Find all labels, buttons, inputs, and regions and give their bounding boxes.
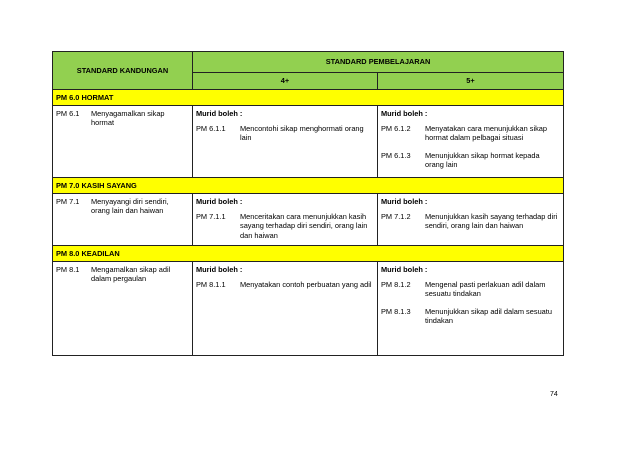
content-standard-text: Menyagamalkan sikap hormat	[91, 109, 165, 128]
header-level-5: 5+	[378, 73, 564, 90]
learning-standard-text: Menunjukkan sikap adil dalam sesuatu tindakan	[425, 306, 552, 325]
learning-standard-text: Menunjukkan sikap hormat kepada orang lain	[425, 150, 540, 169]
murid-boleh-label: Murid boleh :	[381, 265, 428, 274]
learning-standard-4-cell	[193, 106, 378, 178]
learning-standard-text: Menyatakan cara menunjukkan sikap hormat dalam pelbagai situasi	[425, 124, 548, 143]
learning-standard-code: PM 6.1.1	[196, 124, 226, 134]
learning-standard-entry	[381, 151, 560, 169]
learning-standard-4-cell	[193, 194, 378, 246]
section-title: PM 6.0 HORMAT	[53, 90, 564, 106]
content-standard-code: PM 7.1	[56, 197, 80, 206]
learning-standard-code: PM 6.1.2	[381, 124, 411, 134]
learning-standard-5-cell	[378, 262, 564, 356]
content-standard-code: PM 6.1	[56, 109, 80, 118]
learning-standard-entry	[196, 124, 374, 142]
learning-standard-text: Menyatakan contoh perbuatan yang adil	[240, 280, 372, 290]
section-title: PM 7.0 KASIH SAYANG	[53, 178, 564, 194]
content-standard-code: PM 8.1	[56, 265, 80, 274]
murid-boleh-label: Murid boleh :	[381, 197, 428, 206]
header-standard-kandungan: STANDARD KANDUNGAN	[53, 52, 193, 90]
header-standard-pembelajaran: STANDARD PEMBELAJARAN	[193, 52, 564, 73]
learning-standard-entry	[196, 212, 374, 240]
murid-boleh-label: Murid boleh :	[196, 265, 243, 274]
learning-standard-entry	[381, 307, 560, 325]
learning-standard-code: PM 8.1.2	[381, 280, 411, 290]
murid-boleh-label: Murid boleh :	[381, 109, 428, 118]
section-title: PM 8.0 KEADILAN	[53, 246, 564, 262]
learning-standard-code: PM 8.1.3	[381, 306, 411, 316]
learning-standard-5-cell	[378, 194, 564, 246]
learning-standard-5-cell	[378, 106, 564, 178]
curriculum-table	[52, 51, 564, 356]
learning-standard-text: Menunjukkan kasih sayang terhadap diri sendiri, orang lain dan haiwan	[425, 212, 558, 231]
learning-standard-text: Mencontohi sikap menghormati orang lain	[240, 124, 364, 143]
learning-standard-text: Mengenal pasti perlakuan adil dalam sesuatu tindakan	[425, 280, 546, 299]
learning-standard-4-cell	[193, 262, 378, 356]
content-standard-cell	[53, 106, 193, 178]
page-number: 74	[550, 391, 558, 398]
learning-standard-entry	[196, 280, 374, 289]
learning-standard-code: PM 7.1.1	[196, 212, 226, 222]
learning-standard-entry	[381, 212, 560, 230]
content-standard-cell	[53, 262, 193, 356]
learning-standard-code: PM 7.1.2	[381, 212, 411, 222]
learning-standard-code: PM 6.1.3	[381, 150, 411, 160]
learning-standard-entry	[381, 124, 560, 142]
content-standard-cell	[53, 194, 193, 246]
header-level-4: 4+	[193, 73, 378, 90]
learning-standard-code: PM 8.1.1	[196, 280, 226, 290]
content-standard-text: Mengamalkan sikap adil dalam pergaulan	[91, 265, 171, 284]
content-standard-text: Menyayangi diri sendiri, orang lain dan haiwan	[91, 197, 169, 216]
learning-standard-entry	[381, 280, 560, 298]
learning-standard-text: Menceritakan cara menunjukkan kasih sayang terhadap diri sendiri, orang lain dan haiwan	[240, 212, 368, 240]
murid-boleh-label: Murid boleh :	[196, 197, 243, 206]
murid-boleh-label: Murid boleh :	[196, 109, 243, 118]
